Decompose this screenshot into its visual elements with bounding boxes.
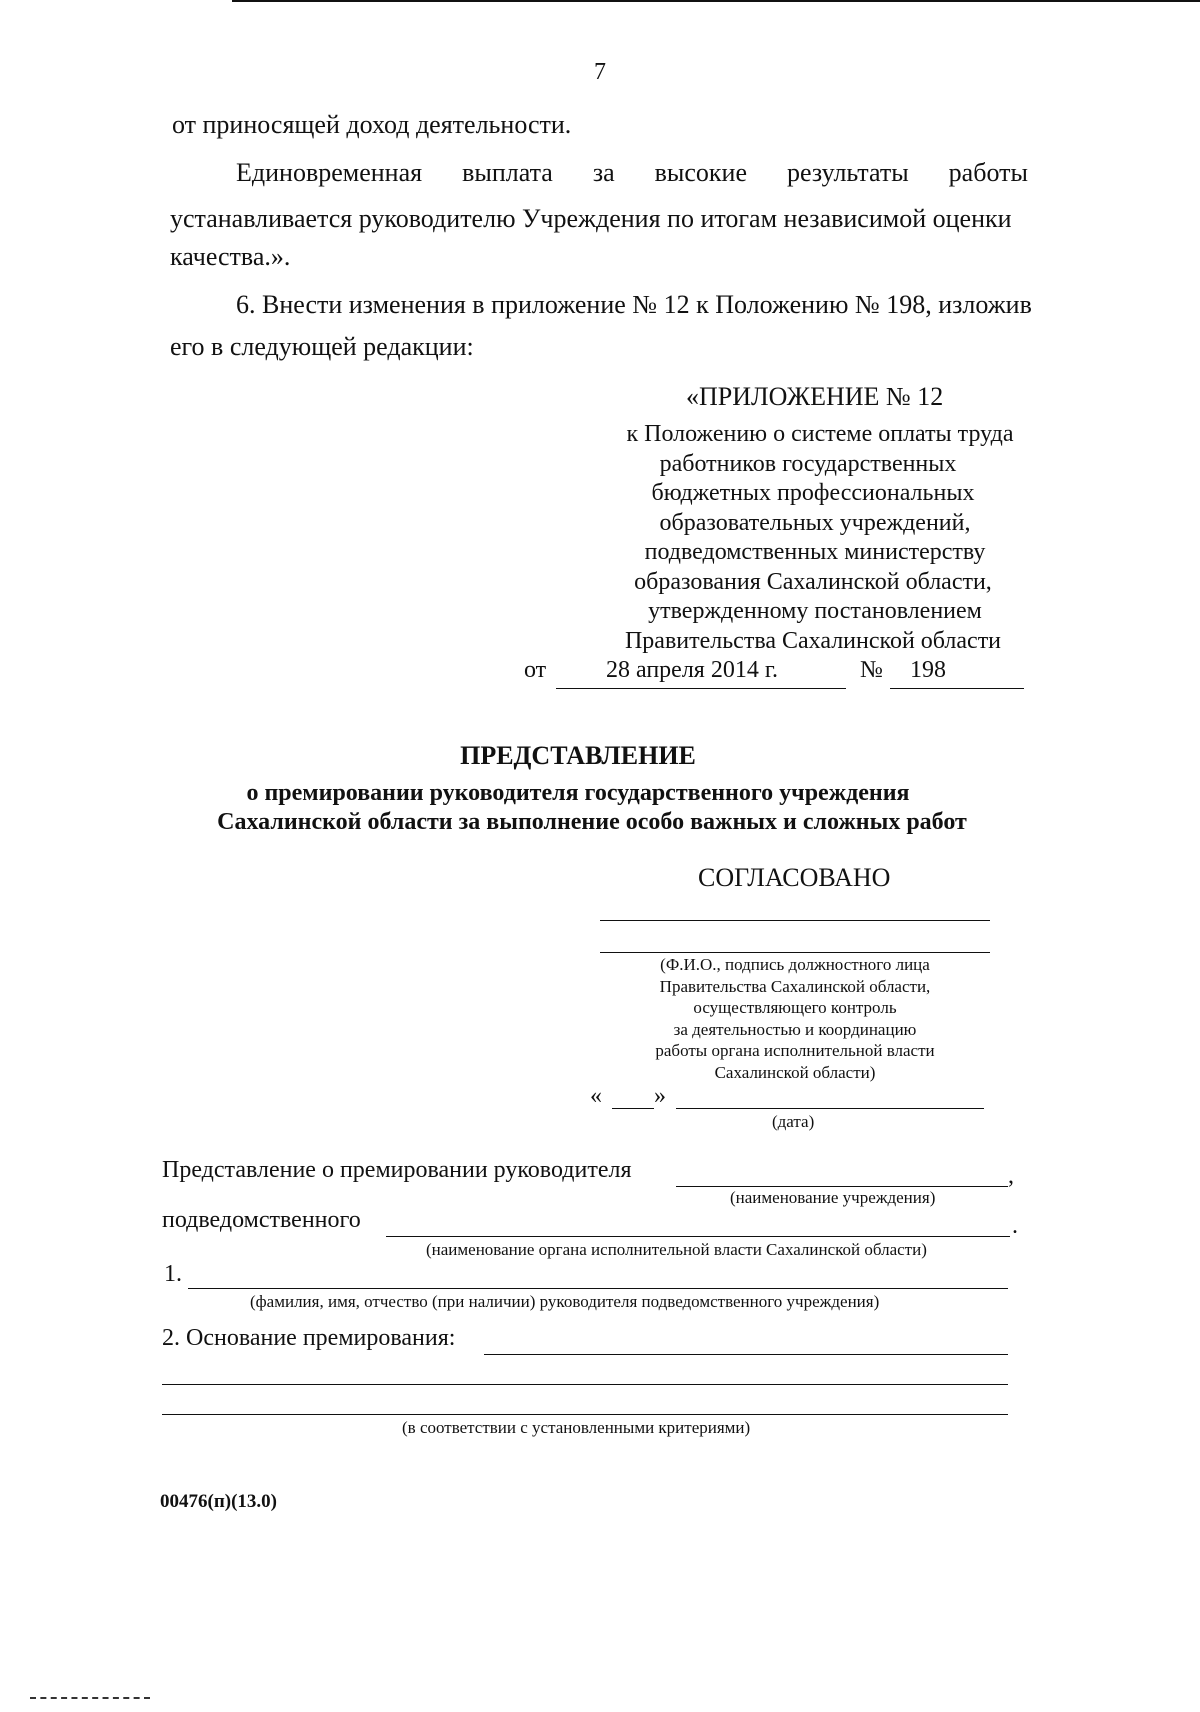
approval-caption-line: Правительства Сахалинской области, — [659, 976, 931, 996]
appendix-number-underline — [890, 688, 1024, 689]
form-authority-line — [386, 1236, 1010, 1237]
approval-caption-line: за деятельностью и координацию — [673, 1019, 917, 1039]
word: работы — [948, 158, 1028, 187]
approval-caption-line: осуществляющего контроль — [693, 998, 897, 1017]
document-subtitle-line2: Сахалинской области за выполнение особо важных и сложных работ — [217, 809, 967, 835]
approval-date-line — [676, 1108, 984, 1109]
approval-day-line — [612, 1108, 654, 1109]
document-subtitle-line1: о премировании руководителя государственного учреждения — [246, 780, 910, 806]
item-6-line2: его в следующей редакции: — [170, 332, 474, 361]
word: результаты — [787, 158, 909, 187]
appendix-line: образовательных учреждений, — [659, 509, 971, 536]
form-basis-line-3 — [162, 1414, 1008, 1415]
form-basis-line-2 — [162, 1384, 1008, 1385]
paragraph-onetime-payment-line1 — [236, 158, 1028, 188]
word: за — [592, 158, 615, 187]
word: Единовременная — [236, 158, 423, 187]
approval-label: СОГЛАСОВАНО — [698, 863, 891, 892]
form-institution-line — [676, 1186, 1008, 1187]
appendix-line: утвержденному постановлением — [648, 598, 982, 624]
paragraph-onetime-payment-line3: качества.». — [170, 242, 291, 271]
form-line1-label: Представление о премировании руководителя — [162, 1157, 632, 1183]
approval-quote-close: » — [654, 1083, 666, 1109]
scan-artifact — [30, 1697, 150, 1699]
appendix-line: образования Сахалинской области, — [634, 568, 992, 595]
paragraph-onetime-payment-line2: устанавливается руководителю Учреждения по итогам независимой оценки — [170, 204, 1012, 233]
appendix-line: бюджетных профессиональных — [651, 480, 975, 506]
form-line1-comma: , — [1008, 1163, 1014, 1189]
form-line2-label: подведомственного — [162, 1207, 361, 1233]
appendix-date: 28 апреля 2014 г. — [606, 657, 778, 683]
appendix-line: работников государственных — [659, 450, 957, 477]
form-head-name-caption: (фамилия, имя, отчество (при наличии) руководителя подведомственного учреждения) — [250, 1292, 880, 1311]
form-item1-label: 1. — [164, 1261, 182, 1287]
form-institution-caption: (наименование учреждения) — [730, 1188, 936, 1207]
appendix-number: 198 — [910, 657, 946, 683]
approval-caption-line: (Ф.И.О., подпись должностного лица — [660, 955, 930, 974]
appendix-line: Правительства Сахалинской области — [624, 627, 1002, 654]
document-title: ПРЕДСТАВЛЕНИЕ — [460, 741, 696, 770]
approval-signature-line-2 — [600, 952, 990, 953]
appendix-date-underline — [556, 688, 846, 689]
form-authority-caption: (наименование органа исполнительной власти Сахалинской области) — [426, 1240, 927, 1259]
approval-caption-line: работы органа исполнительной власти — [655, 1041, 935, 1060]
appendix-from-label: от — [524, 657, 547, 683]
approval-quote-open: « — [590, 1083, 602, 1109]
form-basis-line-1 — [484, 1354, 1008, 1355]
form-item2-label: 2. Основание премирования: — [162, 1325, 456, 1351]
intro-line-1: от приносящей доход деятельности. — [172, 110, 572, 139]
appendix-title: «ПРИЛОЖЕНИЕ № 12 — [686, 382, 944, 411]
appendix-line: к Положению о системе оплаты труда — [626, 421, 1014, 447]
approval-signature-line-1 — [600, 920, 990, 921]
scan-top-edge — [232, 0, 1200, 2]
word: выплата — [462, 158, 553, 187]
page-number: 7 — [594, 59, 606, 85]
form-head-name-line — [188, 1288, 1008, 1289]
approval-caption-line: Сахалинской области) — [714, 1062, 876, 1082]
document-code: 00476(п)(13.0) — [160, 1491, 278, 1512]
form-basis-caption: (в соответствии с установленными критериями) — [402, 1418, 751, 1437]
appendix-number-label: № — [860, 657, 883, 683]
appendix-line: подведомственных министерству — [644, 539, 986, 565]
approval-caption — [590, 954, 1000, 1083]
item-6-line1: 6. Внести изменения в приложение № 12 к Положению № 198, изложив — [236, 290, 1032, 319]
approval-date-caption: (дата) — [772, 1112, 815, 1131]
appendix-caption — [560, 420, 1080, 656]
word: высокие — [654, 158, 747, 187]
form-line2-period: . — [1012, 1213, 1018, 1239]
